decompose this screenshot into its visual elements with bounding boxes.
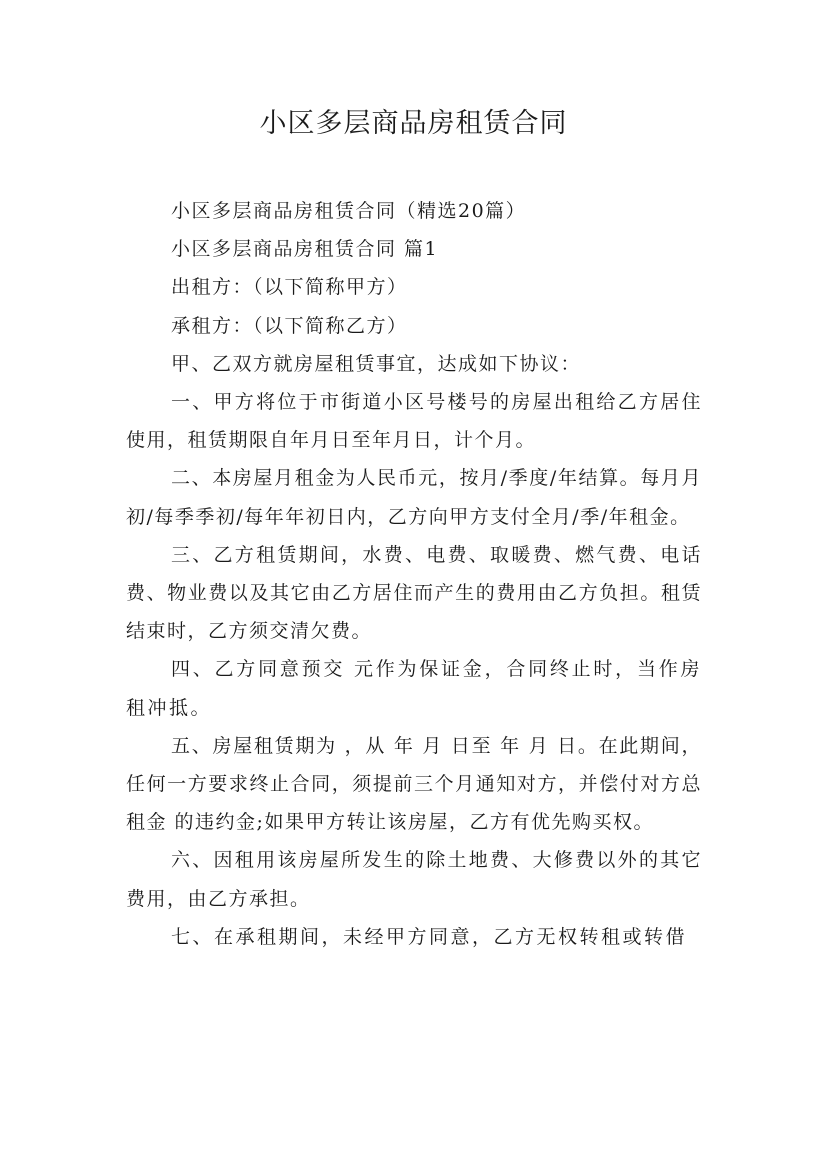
paragraph-section-heading: 小区多层商品房租赁合同 篇1 (171, 238, 439, 261)
paragraph-clause-3: 三、乙方租赁期间，水费、电费、取暖费、燃气费、电话费、物业费以及其它由乙方居住而产生的费用由乙方负担。租赁结束时，乙方须交清欠费。 (126, 543, 702, 643)
paragraph-clause-2: 二、本房屋月租金为人民币元，按月/季度/年结算。每月月初/每季季初/每年年初日内，乙方向甲方支付全月/季/年租金。 (126, 467, 702, 528)
paragraph-subtitle: 小区多层商品房租赁合同（精选20篇） (171, 200, 527, 222)
paragraph-lessor: 出租方：（以下简称甲方） (171, 276, 408, 299)
paragraph-clause-6: 六、因租用该房屋所发生的除土地费、大修费以外的其它费用，由乙方承担。 (126, 849, 702, 910)
paragraph-clause-5: 五、房屋租赁期为 ，从 年 月 日至 年 月 日。在此期间，任何一方要求终止合同，须提前三个月通知对方，并偿付对方总租金 的违约金;如果甲方转让该房屋，乙方有优先购买权。 (126, 734, 702, 834)
paragraph-agreement-intro: 甲、乙双方就房屋租赁事宜，达成如下协议： (171, 352, 582, 375)
paragraph-clause-7: 七、在承租期间，未经甲方同意，乙方无权转租或转借 (171, 925, 688, 948)
paragraph-lessee: 承租方：（以下简称乙方） (171, 314, 408, 337)
paragraph-clause-4: 四、乙方同意预交 元作为保证金，合同终止时，当作房租冲抵。 (126, 658, 702, 719)
paragraph-clause-1: 一、甲方将位于市街道小区号楼号的房屋出租给乙方居住使用，租赁期限自年月日至年月日，计个月。 (126, 391, 702, 452)
document-body (126, 192, 702, 956)
document-title: 小区多层商品房租赁合同 (259, 108, 568, 139)
